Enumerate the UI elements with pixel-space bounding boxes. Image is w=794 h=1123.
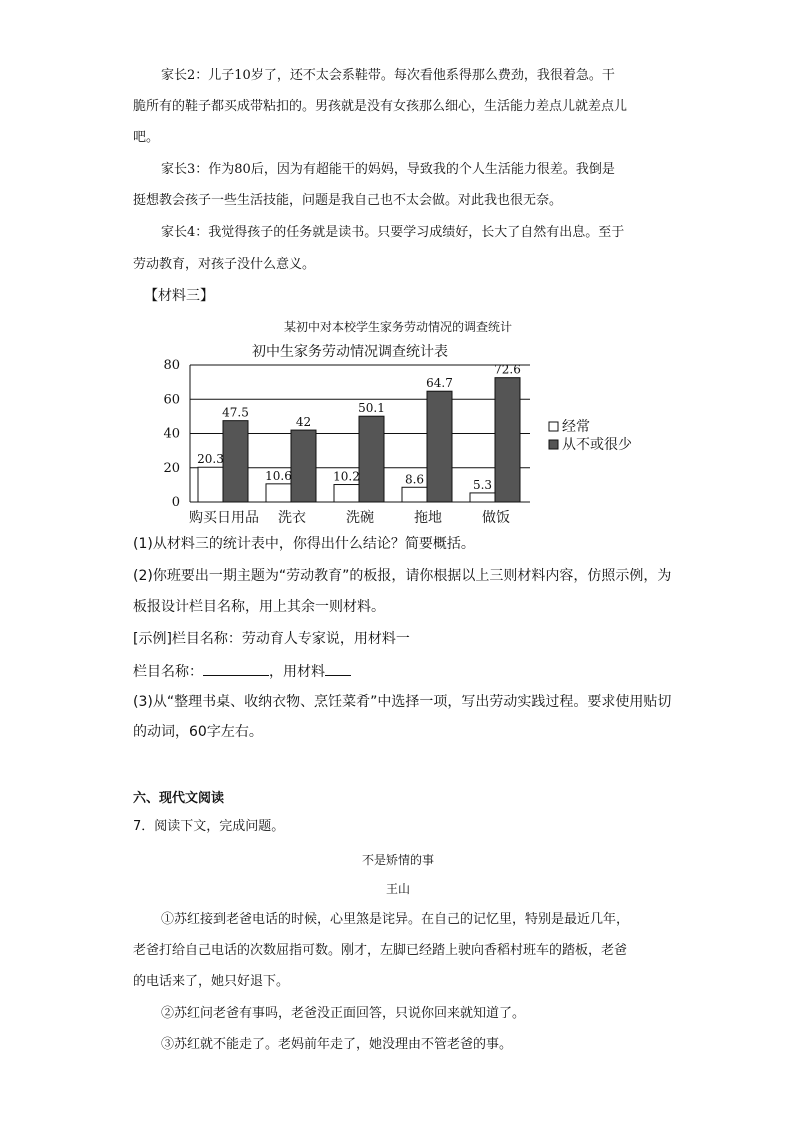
chart-title: 初中生家务劳动情况调查统计表 [252, 344, 448, 360]
legend-swatch [549, 422, 558, 431]
bar-often [198, 467, 223, 502]
parent4-line1: 家长4：我觉得孩子的任务就是读书。只要学习成绩好，长大了自然有出息。至于 [161, 225, 625, 240]
chart-y-ticks [163, 358, 180, 510]
bar-rarely [359, 416, 384, 502]
legend-label: 从不或很少 [562, 437, 632, 453]
article-para1-line1: ①苏红接到老爸电话的时候，心里煞是诧异。在自己的记忆里，特别是最近几年， [161, 912, 630, 927]
bar-rarely [291, 430, 316, 502]
category-label: 做饭 [482, 510, 510, 526]
data-label: 10.2 [333, 469, 360, 484]
category-label: 拖地 [414, 510, 442, 526]
bar-rarely [427, 391, 452, 502]
bar-often [470, 493, 495, 502]
parent2-line2: 脆所有的鞋子都买成带粘扣的。男孩就是没有女孩那么细心，生活能力差点儿就差点儿 [133, 99, 628, 114]
fill-prefix: 栏目名称： [133, 664, 203, 680]
data-label: 10.6 [265, 468, 292, 483]
legend-label: 经常 [562, 419, 590, 435]
article-para3: ③苏红就不能走了。老妈前年走了，她没理由不管老爸的事。 [161, 1037, 513, 1052]
material-number-blank[interactable] [325, 661, 351, 676]
question-1: (1)从材料三的统计表中，你得出什么结论？简要概括。 [133, 536, 475, 552]
parent2-line3: 吧。 [133, 130, 160, 145]
chart-category-labels [189, 509, 510, 526]
parent4-line2: 劳动教育，对孩子没什么意义。 [133, 257, 316, 272]
chart-caption: 某初中对本校学生家务劳动情况的调查统计 [283, 320, 512, 334]
question-2-fill-line [133, 661, 673, 682]
y-tick-label: 40 [163, 426, 180, 442]
fill-mid: ，用材料 [269, 664, 325, 680]
data-label: 20.3 [197, 452, 224, 467]
section-instruction: 7．阅读下文，完成问题。 [133, 819, 285, 834]
category-label: 购买日用品 [189, 510, 259, 526]
data-label: 47.5 [222, 405, 249, 420]
parent2-line1: 家长2：儿子10岁了，还不太会系鞋带。每次看他系得那么费劲，我很着急。干 [161, 68, 615, 83]
question-2-line2: 板报设计栏目名称，用上其余一则材料。 [133, 599, 385, 615]
data-label: 72.6 [494, 362, 521, 377]
y-tick-label: 20 [163, 460, 180, 476]
bar-often [266, 484, 291, 502]
legend-swatch [549, 440, 558, 449]
category-label: 洗碗 [346, 510, 374, 526]
y-tick-label: 80 [163, 358, 180, 373]
chart-legend [549, 418, 632, 453]
bar-often [402, 487, 427, 502]
bar-rarely [495, 378, 520, 502]
question-2-line1: (2)你班要出一期主题为“劳动教育”的板报，请你根据以上三则材料内容，仿照示例，为 [133, 568, 672, 584]
y-tick-label: 0 [171, 495, 180, 510]
question-2-example: [示例]栏目名称：劳动育人专家说，用材料一 [133, 631, 410, 647]
bar-chart [160, 340, 680, 530]
article-para1-line2: 老爸打给自己电话的次数屈指可数。刚才，左脚已经踏上驶向香稻村班车的踏板，老爸 [133, 943, 628, 958]
column-name-blank[interactable] [203, 661, 269, 676]
article-title: 不是矫情的事 [361, 853, 434, 867]
question-3-line2: 的动词，60字左右。 [133, 724, 263, 740]
data-label: 64.7 [426, 376, 453, 391]
data-label: 5.3 [472, 477, 493, 492]
bar-often [334, 485, 359, 502]
parent3-line1: 家长3：作为80后，因为有超能干的妈妈，导致我的个人生活能力很差。我倒是 [161, 162, 615, 177]
question-3-line1: (3)从“整理书桌、收纳衣物、烹饪菜肴”中选择一项，写出劳动实践过程。要求使用贴切 [133, 694, 672, 710]
data-label: 42 [295, 415, 312, 430]
article-para1-line3: 的电话来了，她只好退下。 [133, 974, 290, 989]
y-tick-label: 60 [163, 392, 180, 408]
data-label: 50.1 [358, 401, 385, 416]
data-label: 8.6 [404, 472, 425, 487]
category-label: 洗衣 [278, 510, 306, 526]
parent3-line2: 挺想教会孩子一些生活技能，问题是我自己也不太会做。对此我也很无奈。 [133, 193, 563, 208]
article-para2: ②苏红问老爸有事吗，老爸没正面回答，只说你回来就知道了。 [161, 1006, 526, 1021]
material3-heading: 【材料三】 [144, 288, 214, 304]
section-title: 六、现代文阅读 [133, 791, 225, 806]
bar-rarely [223, 421, 248, 502]
article-author: 王山 [385, 882, 410, 896]
